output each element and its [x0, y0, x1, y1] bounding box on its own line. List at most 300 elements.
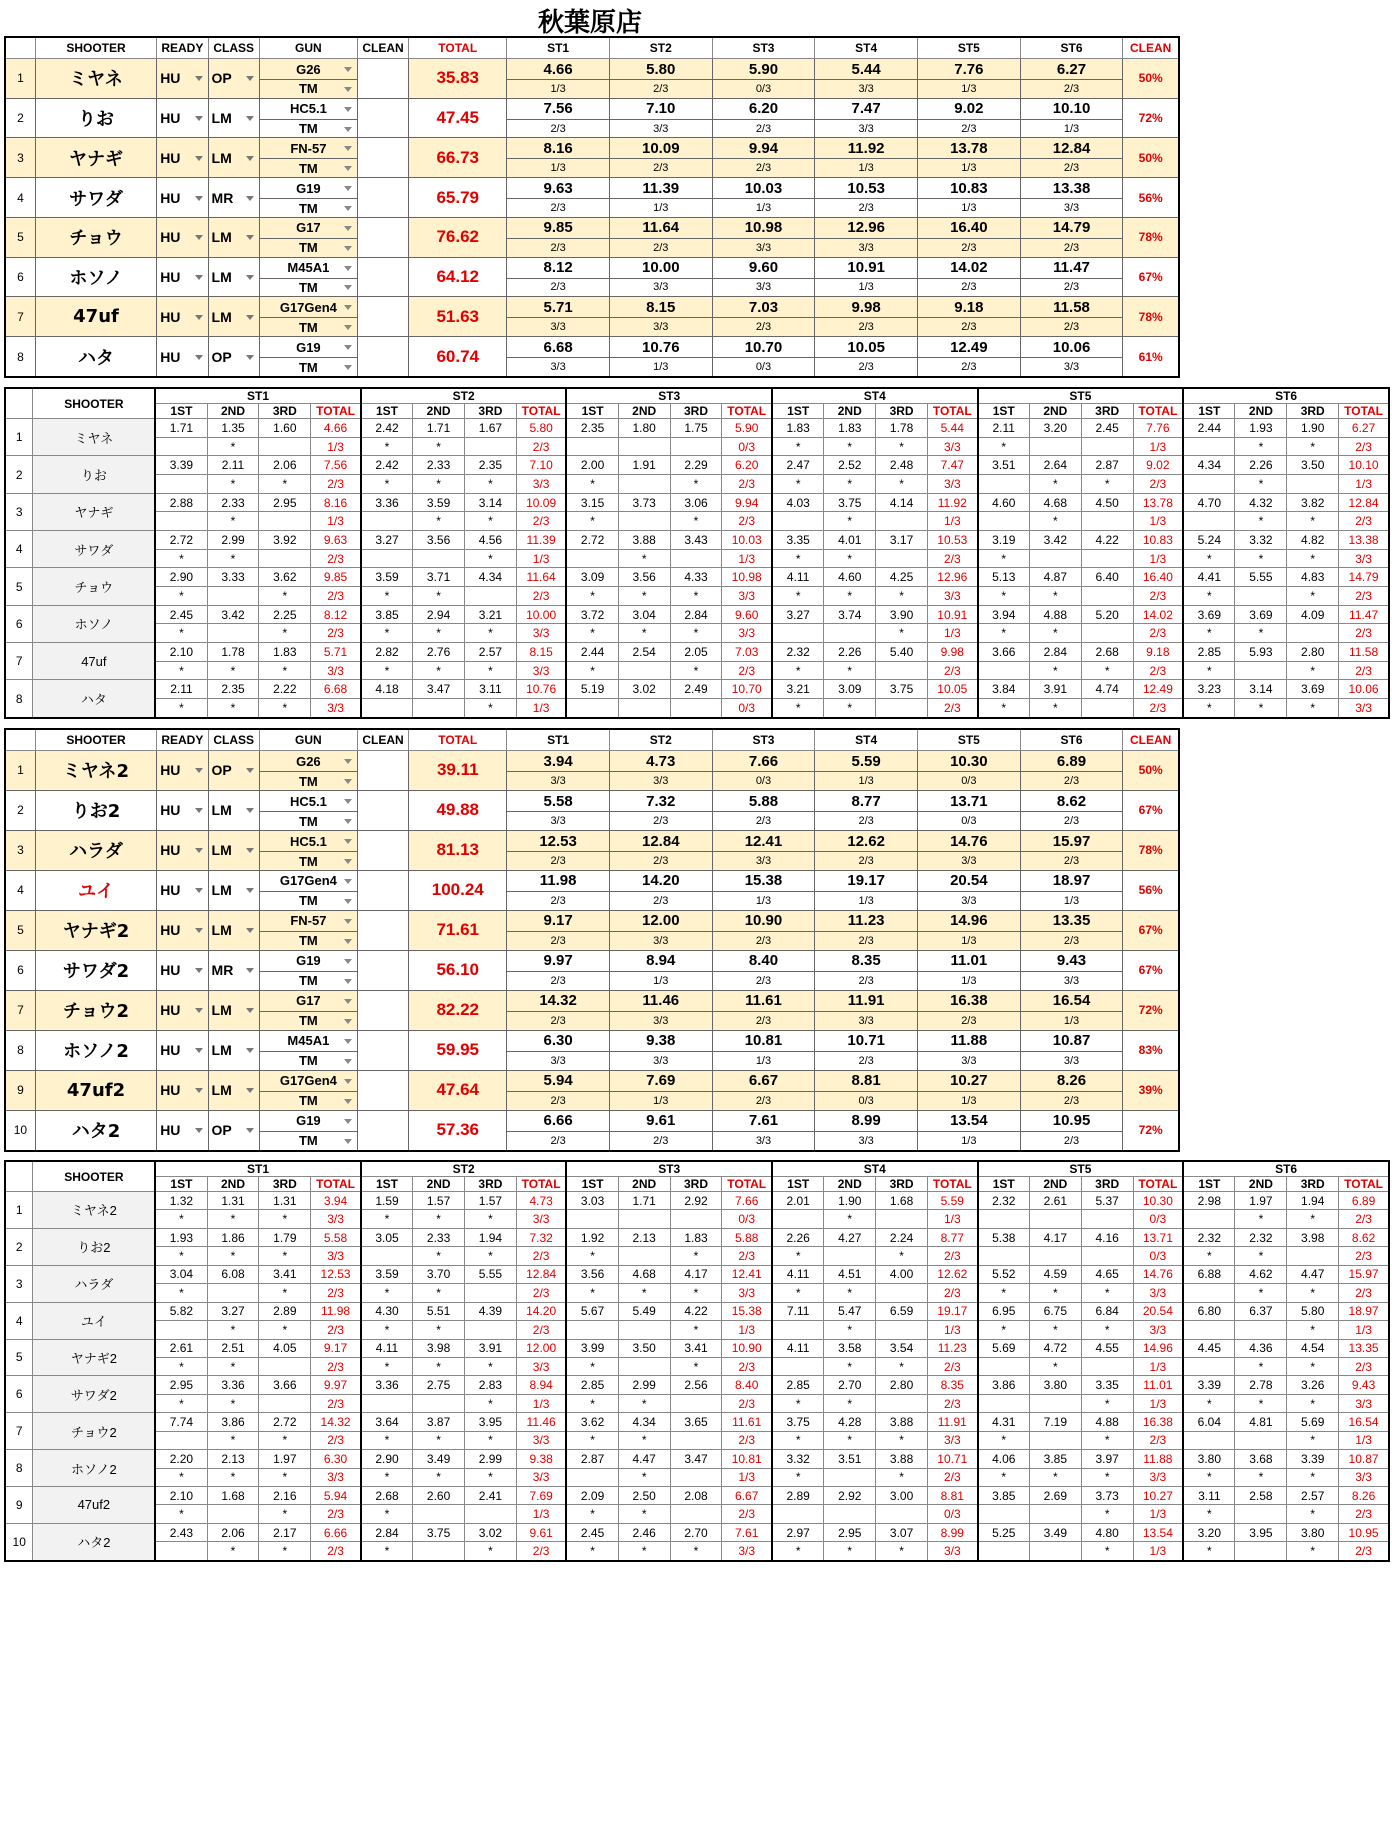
gun-select[interactable]: FN-57 [259, 910, 357, 931]
gun-select[interactable]: HC5.1 [259, 98, 357, 119]
class-select[interactable]: MR [208, 178, 259, 218]
shot-time: 2.98 [1183, 1192, 1235, 1210]
shot-time: 1.83 [259, 643, 311, 662]
stage-total: 11.58 [1339, 643, 1389, 662]
hit-mark: * [361, 624, 413, 643]
shot-time: 4.27 [824, 1228, 876, 1246]
stage-time: 13.54 [918, 1110, 1021, 1131]
gun-select[interactable]: G17Gen4 [259, 1070, 357, 1091]
stage-hits: 1/3 [918, 1131, 1021, 1151]
stage-total: 9.97 [311, 1376, 361, 1394]
class-select[interactable]: OP [208, 1110, 259, 1151]
hit-mark: * [978, 437, 1030, 456]
shot-time: 5.40 [876, 643, 928, 662]
table-row [5, 870, 1179, 891]
shooter-name: 47uf2 [35, 1070, 156, 1110]
hit-mark [1029, 549, 1081, 568]
shot-time: 3.80 [1183, 1450, 1235, 1468]
shot-time: 2.10 [155, 643, 207, 662]
stage-time: 12.49 [918, 337, 1021, 358]
shot-time: 3.68 [1235, 1450, 1287, 1468]
shot-time: 3.02 [618, 680, 670, 699]
row-number: 3 [5, 138, 35, 178]
stage-hits: 3/3 [1133, 1321, 1183, 1339]
stage-total: 10.71 [927, 1450, 977, 1468]
gun-select[interactable]: HC5.1 [259, 790, 357, 811]
gun-select[interactable]: G17 [259, 990, 357, 1011]
hit-mark: * [413, 512, 465, 531]
stage-total: 10.90 [722, 1339, 772, 1357]
summary-table-1 [4, 36, 1180, 378]
hit-mark: * [772, 437, 824, 456]
gun-type-select[interactable]: TM [259, 1051, 357, 1070]
shot-time: 4.47 [1287, 1265, 1339, 1283]
ready-select[interactable]: HU [157, 950, 208, 990]
shot-time: 2.26 [1235, 456, 1287, 475]
header-stage: ST3 [712, 37, 815, 59]
stage-total: 19.17 [927, 1302, 977, 1320]
hit-mark: * [155, 1357, 207, 1375]
class-select[interactable]: LM [208, 138, 259, 178]
header-sub: 1ST [772, 1177, 824, 1192]
stage-time: 12.62 [815, 830, 918, 851]
hit-mark: * [413, 1284, 465, 1302]
shot-time: 2.45 [566, 1523, 618, 1541]
ready-select[interactable]: HU [157, 751, 208, 791]
ready-select[interactable]: HU [157, 178, 208, 218]
gun-type-select[interactable]: TM [259, 892, 357, 911]
shot-time: 3.03 [566, 1192, 618, 1210]
gun-type-select[interactable]: TM [259, 358, 357, 377]
ready-select[interactable]: HU [157, 217, 208, 257]
shot-time: 5.51 [413, 1302, 465, 1320]
gun-select[interactable]: G19 [259, 337, 357, 358]
stage-time: 8.81 [815, 1070, 918, 1091]
stage-hits: 2/3 [1020, 812, 1123, 831]
shot-time: 1.71 [155, 419, 207, 438]
hit-mark: * [876, 1357, 928, 1375]
gun-select[interactable]: G19 [259, 950, 357, 971]
class-select[interactable]: LM [208, 297, 259, 337]
gun-type-select[interactable]: TM [259, 852, 357, 871]
stage-total: 14.76 [1133, 1265, 1183, 1283]
hit-mark: * [772, 661, 824, 680]
hit-mark [413, 1542, 465, 1561]
gun-type-select[interactable]: TM [259, 119, 357, 138]
stage-time: 7.66 [712, 751, 815, 772]
stage-total: 8.99 [927, 1523, 977, 1541]
table-row [5, 1030, 1179, 1051]
hit-mark [978, 475, 1030, 494]
stage-hits: 2/3 [712, 318, 815, 337]
hit-mark: * [978, 624, 1030, 643]
stage-hits: 0/3 [1133, 1210, 1183, 1228]
table-row [5, 1070, 1179, 1091]
table-row [5, 297, 1179, 318]
total-time: 47.64 [409, 1070, 507, 1110]
stage-hits: 3/3 [927, 475, 977, 494]
stage-hits: 2/3 [311, 549, 361, 568]
hit-mark: * [978, 587, 1030, 606]
ready-select[interactable]: HU [157, 1110, 208, 1151]
stage-hits: 2/3 [507, 1091, 610, 1110]
stage-total: 7.76 [1133, 419, 1183, 438]
stage-time: 5.59 [815, 751, 918, 772]
header-sub: 3RD [876, 1177, 928, 1192]
header-stage: ST3 [712, 729, 815, 751]
gun-type-select[interactable]: TM [259, 278, 357, 297]
shot-time: 4.68 [618, 1265, 670, 1283]
hit-mark [1029, 1247, 1081, 1265]
shot-time: 3.86 [978, 1376, 1030, 1394]
header-sub: 2ND [618, 1177, 670, 1192]
stage-hits: 0/3 [927, 1505, 977, 1523]
shot-time: 3.72 [566, 605, 618, 624]
header-stage: ST2 [609, 729, 712, 751]
header-sub: TOTAL [516, 1177, 566, 1192]
shot-time: 2.69 [1029, 1487, 1081, 1505]
shot-time: 4.34 [1183, 456, 1235, 475]
stage-time: 16.54 [1020, 990, 1123, 1011]
header-stage: ST2 [361, 1161, 567, 1177]
header-clean: CLEAN [357, 729, 408, 751]
row-number: 2 [5, 98, 35, 138]
shot-time: 3.85 [978, 1487, 1030, 1505]
stage-time: 10.83 [918, 178, 1021, 199]
table-row [5, 661, 1389, 680]
stage-hits: 3/3 [507, 1051, 610, 1070]
shot-time: 1.68 [207, 1487, 259, 1505]
hit-mark: * [207, 661, 259, 680]
hit-mark [361, 512, 413, 531]
gun-select[interactable]: G26 [259, 59, 357, 80]
class-select[interactable]: LM [208, 830, 259, 870]
gun-type-select[interactable]: TM [259, 972, 357, 991]
stage-total: 14.02 [1133, 605, 1183, 624]
header-sub: 3RD [465, 404, 517, 419]
total-time: 81.13 [409, 830, 507, 870]
stage-hits: 1/3 [516, 1394, 566, 1412]
gun-select[interactable]: G19 [259, 178, 357, 199]
stage-time: 7.56 [507, 98, 610, 119]
shot-time: 2.95 [824, 1523, 876, 1541]
hit-mark: * [876, 475, 928, 494]
stage-total: 13.38 [1339, 531, 1389, 550]
table-row [5, 98, 1179, 119]
stage-time: 7.10 [609, 98, 712, 119]
table-row [5, 790, 1179, 811]
stage-hits: 2/3 [516, 587, 566, 606]
shot-time: 4.32 [1235, 493, 1287, 512]
ready-select[interactable]: HU [157, 790, 208, 830]
hit-mark [1081, 437, 1133, 456]
gun-select[interactable]: FN-57 [259, 138, 357, 159]
gun-type-select[interactable]: TM [259, 772, 357, 791]
ready-select[interactable]: HU [157, 910, 208, 950]
hit-mark: * [155, 1394, 207, 1412]
shot-time: 6.08 [207, 1265, 259, 1283]
gun-type-select[interactable]: TM [259, 199, 357, 218]
gun-select[interactable]: M45A1 [259, 1030, 357, 1051]
shot-time: 4.31 [978, 1413, 1030, 1431]
shot-time: 2.50 [618, 1487, 670, 1505]
stage-hits: 2/3 [516, 1321, 566, 1339]
stage-total: 8.62 [1339, 1228, 1389, 1246]
hit-mark [824, 1247, 876, 1265]
stage-total: 16.38 [1133, 1413, 1183, 1431]
stage-total: 8.94 [516, 1376, 566, 1394]
shot-time: 4.34 [618, 1413, 670, 1431]
stage-total: 5.59 [927, 1192, 977, 1210]
shot-time: 3.49 [413, 1450, 465, 1468]
class-select[interactable]: LM [208, 790, 259, 830]
stage-time: 7.32 [609, 790, 712, 811]
ready-select[interactable]: HU [157, 98, 208, 138]
class-select[interactable]: MR [208, 950, 259, 990]
shot-time: 4.05 [259, 1339, 311, 1357]
stage-hits: 3/3 [927, 587, 977, 606]
class-select[interactable]: LM [208, 98, 259, 138]
class-select[interactable]: LM [208, 1070, 259, 1110]
stage-hits: 0/3 [712, 772, 815, 791]
hit-mark: * [259, 1542, 311, 1561]
stage-total: 6.20 [722, 456, 772, 475]
gun-type-select[interactable]: TM [259, 1091, 357, 1110]
hit-mark: * [566, 1394, 618, 1412]
shot-time: 4.51 [824, 1265, 876, 1283]
gun-type-select[interactable]: TM [259, 932, 357, 951]
hit-mark [978, 1247, 1030, 1265]
ready-select[interactable]: HU [157, 297, 208, 337]
header-sub: 2ND [207, 1177, 259, 1192]
table-row [5, 1302, 1389, 1320]
hit-mark: * [1183, 699, 1235, 718]
ready-select[interactable]: HU [157, 59, 208, 99]
stage-hits: 2/3 [311, 475, 361, 494]
detail-table-1 [4, 387, 1390, 719]
ready-select[interactable]: HU [157, 337, 208, 377]
shot-time: 1.60 [259, 419, 311, 438]
stage-hits: 2/3 [1339, 1505, 1389, 1523]
ready-select[interactable]: HU [157, 1070, 208, 1110]
shot-time: 3.74 [824, 605, 876, 624]
shot-time: 2.54 [618, 643, 670, 662]
hit-mark: * [1029, 512, 1081, 531]
hit-mark: * [259, 587, 311, 606]
ready-select[interactable]: HU [157, 138, 208, 178]
hit-mark [1235, 1321, 1287, 1339]
class-select[interactable]: OP [208, 59, 259, 99]
stage-time: 5.58 [507, 790, 610, 811]
gun-select[interactable]: M45A1 [259, 257, 357, 278]
hit-mark: * [259, 1247, 311, 1265]
stage-time: 5.71 [507, 297, 610, 318]
header-sub: TOTAL [722, 1177, 772, 1192]
stage-total: 9.63 [311, 531, 361, 550]
hit-mark [876, 699, 928, 718]
shot-time: 4.55 [1081, 1339, 1133, 1357]
gun-select[interactable]: G26 [259, 751, 357, 772]
stage-hits: 2/3 [927, 1284, 977, 1302]
hit-mark: * [670, 1542, 722, 1561]
hit-mark [465, 1321, 517, 1339]
clean-percent: 50% [1123, 59, 1179, 99]
class-select[interactable]: LM [208, 1030, 259, 1070]
shot-time: 3.51 [824, 1450, 876, 1468]
hit-mark: * [670, 1247, 722, 1265]
gun-select[interactable]: G17 [259, 217, 357, 238]
hit-mark: * [1081, 1505, 1133, 1523]
gun-type-select[interactable]: TM [259, 80, 357, 99]
table-row [5, 59, 1179, 80]
stage-time: 16.38 [918, 990, 1021, 1011]
hit-mark [618, 1247, 670, 1265]
hit-mark: * [618, 1468, 670, 1486]
stage-total: 7.66 [722, 1192, 772, 1210]
hit-mark: * [259, 661, 311, 680]
hit-mark [207, 624, 259, 643]
stage-hits: 2/3 [1020, 772, 1123, 791]
hit-mark [1081, 587, 1133, 606]
hit-mark [978, 1210, 1030, 1228]
header-gun: GUN [259, 729, 357, 751]
shot-time: 3.27 [207, 1302, 259, 1320]
hit-mark: * [465, 661, 517, 680]
hit-mark: * [1029, 661, 1081, 680]
class-select[interactable]: LM [208, 990, 259, 1030]
header-sub: 3RD [1287, 1177, 1339, 1192]
shot-time: 2.85 [566, 1376, 618, 1394]
clean-percent: 78% [1123, 297, 1179, 337]
clean-percent: 61% [1123, 337, 1179, 377]
hit-mark: * [207, 1210, 259, 1228]
hit-mark [618, 1357, 670, 1375]
stage-hits: 2/3 [1133, 661, 1183, 680]
stage-time: 11.64 [609, 217, 712, 238]
stage-total: 9.85 [311, 568, 361, 587]
gun-type-select[interactable]: TM [259, 238, 357, 257]
stage-hits: 2/3 [507, 1131, 610, 1151]
shooter-name: ホソノ [35, 257, 156, 297]
hit-mark: * [1287, 1505, 1339, 1523]
hit-mark [978, 1357, 1030, 1375]
stage-hits: 2/3 [815, 972, 918, 991]
hit-mark: * [824, 587, 876, 606]
hit-mark: * [465, 1247, 517, 1265]
stage-total: 14.79 [1339, 568, 1389, 587]
stage-hits: 3/3 [507, 772, 610, 791]
class-select[interactable]: LM [208, 217, 259, 257]
header-cell-no [5, 37, 35, 59]
gun-type-select[interactable]: TM [259, 318, 357, 337]
stage-hits: 0/3 [722, 1210, 772, 1228]
shot-time: 5.69 [1287, 1413, 1339, 1431]
header-sub: 3RD [259, 1177, 311, 1192]
stage-total: 11.01 [1133, 1376, 1183, 1394]
hit-mark: * [1235, 624, 1287, 643]
hit-mark [566, 1321, 618, 1339]
stage-hits: 1/3 [712, 199, 815, 218]
ready-select[interactable]: HU [157, 830, 208, 870]
gun-select[interactable]: G17Gen4 [259, 870, 357, 891]
class-select[interactable]: LM [208, 910, 259, 950]
stage-hits: 1/3 [507, 159, 610, 178]
hit-mark [1081, 1210, 1133, 1228]
gun-select[interactable]: G17Gen4 [259, 297, 357, 318]
gun-type-select[interactable]: TM [259, 159, 357, 178]
gun-type-select[interactable]: TM [259, 1131, 357, 1151]
ready-select[interactable]: HU [157, 990, 208, 1030]
stage-total: 9.17 [311, 1339, 361, 1357]
hit-mark: * [1081, 1394, 1133, 1412]
stage-time: 10.91 [815, 257, 918, 278]
shot-time: 2.47 [772, 456, 824, 475]
hit-mark: * [1183, 587, 1235, 606]
stage-time: 6.30 [507, 1030, 610, 1051]
clean-percent: 67% [1123, 950, 1179, 990]
hit-mark [618, 437, 670, 456]
stage-time: 5.90 [712, 59, 815, 80]
hit-mark: * [361, 661, 413, 680]
row-number: 3 [5, 830, 35, 870]
header-sub: 2ND [413, 1177, 465, 1192]
stage-hits: 1/3 [1133, 549, 1183, 568]
stage-hits: 1/3 [311, 512, 361, 531]
stage-total: 8.77 [927, 1228, 977, 1246]
header-stage: ST5 [978, 1161, 1184, 1177]
ready-select[interactable]: HU [157, 257, 208, 297]
hit-mark [1029, 1210, 1081, 1228]
stage-time: 10.81 [712, 1030, 815, 1051]
class-select[interactable]: OP [208, 751, 259, 791]
hit-mark: * [824, 475, 876, 494]
class-select[interactable]: LM [208, 870, 259, 910]
gun-select[interactable]: G19 [259, 1110, 357, 1131]
hit-mark [207, 1505, 259, 1523]
stage-time: 10.98 [712, 217, 815, 238]
ready-select[interactable]: HU [157, 1030, 208, 1070]
hit-mark [618, 699, 670, 718]
hit-mark: * [465, 624, 517, 643]
stage-hits: 3/3 [311, 661, 361, 680]
clean-percent: 78% [1123, 830, 1179, 870]
stage-hits: 3/3 [311, 1247, 361, 1265]
header-sub: TOTAL [311, 404, 361, 419]
gun-type-select[interactable]: TM [259, 812, 357, 831]
stage-total: 14.20 [516, 1302, 566, 1320]
clean-cell [357, 1110, 408, 1151]
gun-select[interactable]: HC5.1 [259, 830, 357, 851]
class-select[interactable]: LM [208, 257, 259, 297]
detail-header-row [5, 404, 1389, 419]
gun-type-select[interactable]: TM [259, 1011, 357, 1030]
hit-mark [978, 1394, 1030, 1412]
shot-time: 2.44 [1183, 419, 1235, 438]
ready-select[interactable]: HU [157, 870, 208, 910]
hit-mark: * [413, 1431, 465, 1449]
stage-hits: 0/3 [918, 772, 1021, 791]
hit-mark [876, 1284, 928, 1302]
hit-mark [670, 1468, 722, 1486]
hit-mark: * [1029, 624, 1081, 643]
stage-time: 9.98 [815, 297, 918, 318]
hit-mark [876, 1321, 928, 1339]
clean-percent: 56% [1123, 870, 1179, 910]
hit-mark: * [259, 1468, 311, 1486]
hit-mark: * [465, 699, 517, 718]
stage-total: 5.94 [311, 1487, 361, 1505]
class-select[interactable]: OP [208, 337, 259, 377]
